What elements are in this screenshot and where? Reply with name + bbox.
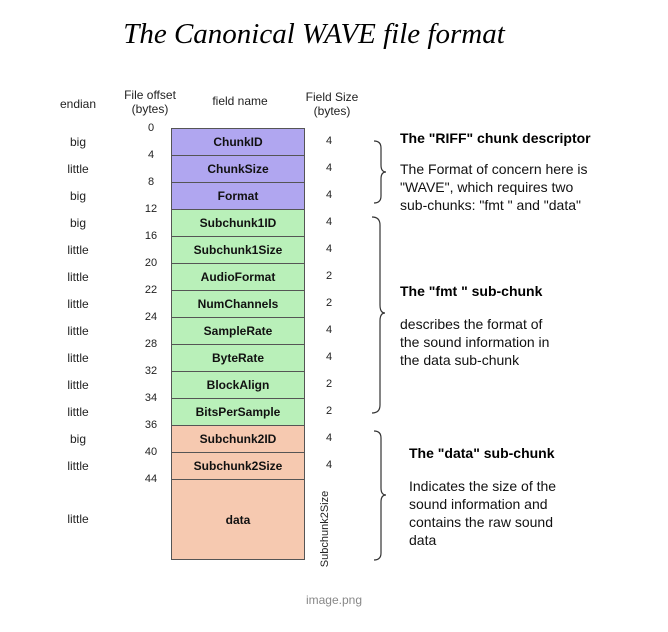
fmt-desc-line: the data sub-chunk — [400, 352, 520, 368]
endian-label: little — [67, 161, 89, 176]
riff-brace — [374, 141, 386, 203]
field-numchannels: NumChannels — [171, 290, 305, 318]
field-audioformat: AudioFormat — [171, 263, 305, 291]
file-offset: 44 — [144, 473, 158, 485]
field-chunksize: ChunkSize — [171, 155, 305, 183]
field-bitspersample: BitsPerSample — [171, 398, 305, 426]
endian-label: big — [69, 215, 86, 230]
endian-label: little — [67, 296, 89, 311]
endian-label: little — [67, 242, 89, 257]
field-size: 2 — [325, 377, 333, 390]
data-brace — [374, 431, 386, 560]
field-size: 4 — [325, 350, 333, 363]
header-endian: endian — [59, 97, 97, 111]
data-desc-line: contains the raw sound — [409, 514, 553, 530]
field-size: 4 — [325, 458, 333, 471]
endian-label: little — [67, 269, 89, 284]
field-size: 2 — [325, 296, 333, 309]
field-size: 4 — [325, 323, 333, 336]
data-description — [409, 445, 556, 549]
field-subchunk2size: Subchunk2Size — [171, 452, 305, 480]
image-caption: image.png — [305, 593, 363, 607]
field-size: 4 — [325, 431, 333, 444]
field-subchunk1size: Subchunk1Size — [171, 236, 305, 264]
data-heading: The "data" sub-chunk — [409, 445, 555, 461]
file-offset: 4 — [147, 149, 155, 161]
field-size: 2 — [325, 269, 333, 282]
file-offset: 16 — [144, 230, 158, 242]
data-desc-line: sound information and — [409, 496, 548, 512]
file-offset: 12 — [144, 203, 158, 215]
data-desc-line: data — [409, 532, 437, 548]
file-offset: 36 — [144, 419, 158, 431]
file-offset: 34 — [144, 392, 158, 404]
header-field-name: field name — [212, 94, 268, 108]
data-desc-line: Indicates the size of the — [409, 478, 557, 494]
endian-label: little — [67, 512, 89, 526]
riff-heading: The "RIFF" chunk descriptor — [400, 130, 591, 146]
file-offset: 28 — [144, 338, 158, 350]
file-offset: 20 — [144, 257, 158, 269]
endian-label: little — [67, 458, 89, 473]
field-size: 4 — [325, 161, 333, 174]
endian-label: little — [67, 377, 89, 392]
field-blockalign: BlockAlign — [171, 371, 305, 399]
endian-label: little — [67, 350, 89, 365]
header-offset: File offset (bytes) — [124, 88, 176, 116]
field-samplerate: SampleRate — [171, 317, 305, 345]
field-size: 2 — [325, 404, 333, 417]
riff-desc-line: The Format of concern here is — [400, 161, 588, 177]
file-offset: 22 — [144, 284, 158, 296]
riff-description — [400, 130, 591, 214]
field-subchunk2id: Subchunk2ID — [171, 425, 305, 453]
file-offset: 8 — [147, 176, 155, 188]
fmt-description — [400, 283, 549, 369]
field-size: Subchunk2Size — [319, 490, 331, 568]
field-subchunk1id: Subchunk1ID — [171, 209, 305, 237]
endian-label: little — [67, 404, 89, 419]
endian-label: big — [69, 188, 86, 203]
endian-label: big — [69, 134, 86, 149]
header-field-size: Field Size (bytes) — [305, 90, 359, 118]
file-offset: 40 — [144, 446, 158, 458]
file-offset: 24 — [144, 311, 158, 323]
field-size: 4 — [325, 134, 333, 147]
file-offset: 32 — [144, 365, 158, 377]
fmt-desc-line: describes the format of — [400, 316, 543, 332]
fmt-desc-line: the sound information in — [400, 334, 550, 350]
field-size: 4 — [325, 215, 333, 228]
file-offset: 0 — [147, 122, 155, 134]
field-chunkid: ChunkID — [171, 128, 305, 156]
field-byterate: ByteRate — [171, 344, 305, 372]
field-size: 4 — [325, 188, 333, 201]
field-size: 4 — [325, 242, 333, 255]
fmt-heading: The "fmt " sub-chunk — [400, 283, 543, 299]
endian-label: little — [67, 323, 89, 338]
page-title: The Canonical WAVE file format — [123, 18, 505, 50]
field-data: data — [171, 479, 305, 560]
fmt-brace — [372, 217, 385, 413]
riff-desc-line: "WAVE", which requires two — [400, 179, 574, 195]
riff-desc-line: sub-chunks: "fmt " and "data" — [400, 197, 581, 213]
endian-label: big — [69, 431, 86, 446]
field-format: Format — [171, 182, 305, 210]
